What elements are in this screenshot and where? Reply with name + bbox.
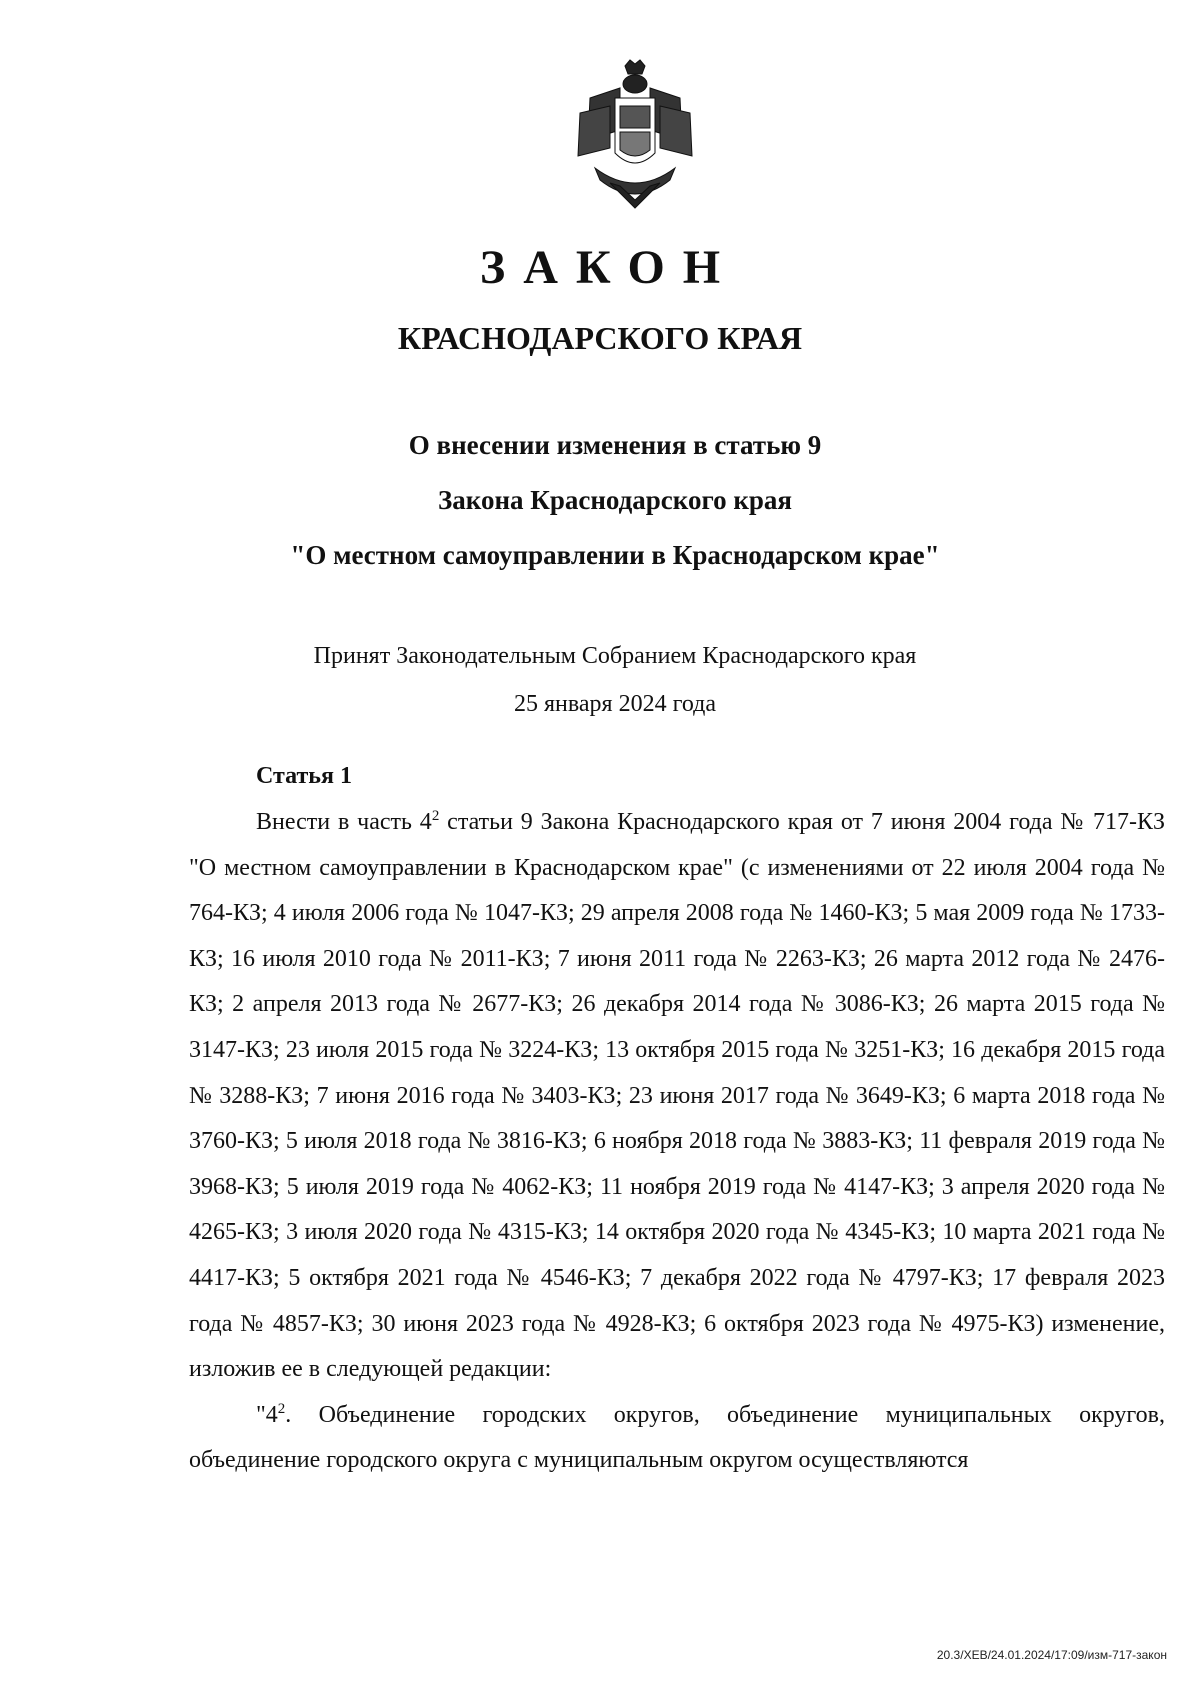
document-code: 20.3/ХЕВ/24.01.2024/17:09/изм-717-закон	[936, 1648, 1167, 1662]
subject-line-1: О внесении изменения в статью 9	[408, 430, 822, 460]
subject-line-2: Закона Краснодарского края	[438, 485, 792, 515]
adopted-by: Принят Законодательным Собранием Краснодарского края	[313, 643, 917, 669]
para1-superscript: 2	[431, 808, 440, 824]
para1-rest: статьи 9 Закона Краснодарского края от 7 июня 2004 года № 717-КЗ "О местном самоуправлении в Краснодарском крае" (с изменениями от 22 июля 2004 года № 764-КЗ; 4 июля 2006 года № 1047-КЗ; 29 апреля 2008 года № 1460-КЗ; 5 мая 2009 года № 1733-КЗ; 16 июля 2010 года № 2011-КЗ; 7 июня 2011 года № 2263-КЗ; 26 марта 2012 года № 2476-КЗ; 2 апреля 2013 года № 2677-КЗ; 26 декабря 2014 года № 3086-КЗ; 26 марта 2015 года № 3147-КЗ; 23 июля 2015 года № 3224-КЗ; 13 октября 2015 года № 3251-КЗ; 16 декабря 2015 года № 3288-КЗ; 7 июня 2016 года № 3403-КЗ; 23 июня 2017 года № 3649-КЗ; 6 марта 2018 года № 3760-КЗ; 5 июля 2018 года № 3816-КЗ; 6 ноября 2018 года № 3883-КЗ; 11 февраля 2019 года № 3968-КЗ; 5 июля 2019 года № 4062-КЗ; 11 ноября 2019 года № 4147-КЗ; 3 апреля 2020 года № 4265-КЗ; 3 июля 2020 года № 4315-КЗ; 14 октября 2020 года № 4345-КЗ; 10 марта 2021 года № 4417-КЗ; 5 октября 2021 года № 4546-КЗ; 7 декабря 2022 года № 4797-КЗ; 17 февраля 2023 года № 4857-КЗ; 30 июня 2023 года № 4928-КЗ; 6 октября 2023 года № 4975-КЗ) изменение, изложив ее в следующей редакции:	[189, 809, 1166, 1383]
law-title: ЗАКОН	[479, 241, 739, 294]
adoption-info	[200, 632, 1030, 728]
paragraph-2	[189, 1393, 1165, 1484]
adoption-date: 25 января 2024 года	[513, 691, 716, 717]
coat-of-arms-emblem	[570, 58, 700, 213]
para2-rest: . Объединение городских округов, объединение муниципальных округов, объединение городского округа с муниципальным округом осуществляются	[189, 1401, 1165, 1474]
law-subject	[200, 418, 1030, 583]
region-title: КРАСНОДАРСКОГО КРАЯ	[397, 320, 803, 356]
article-body	[189, 800, 1165, 1484]
article-heading: Статья 1	[256, 763, 352, 789]
para2-start: "4	[256, 1401, 278, 1428]
subject-line-3: "О местном самоуправлении в Краснодарском крае"	[290, 540, 940, 570]
para2-superscript: 2	[277, 1400, 286, 1417]
paragraph-1	[189, 800, 1165, 1393]
para1-start: Внести в часть 4	[256, 809, 432, 835]
